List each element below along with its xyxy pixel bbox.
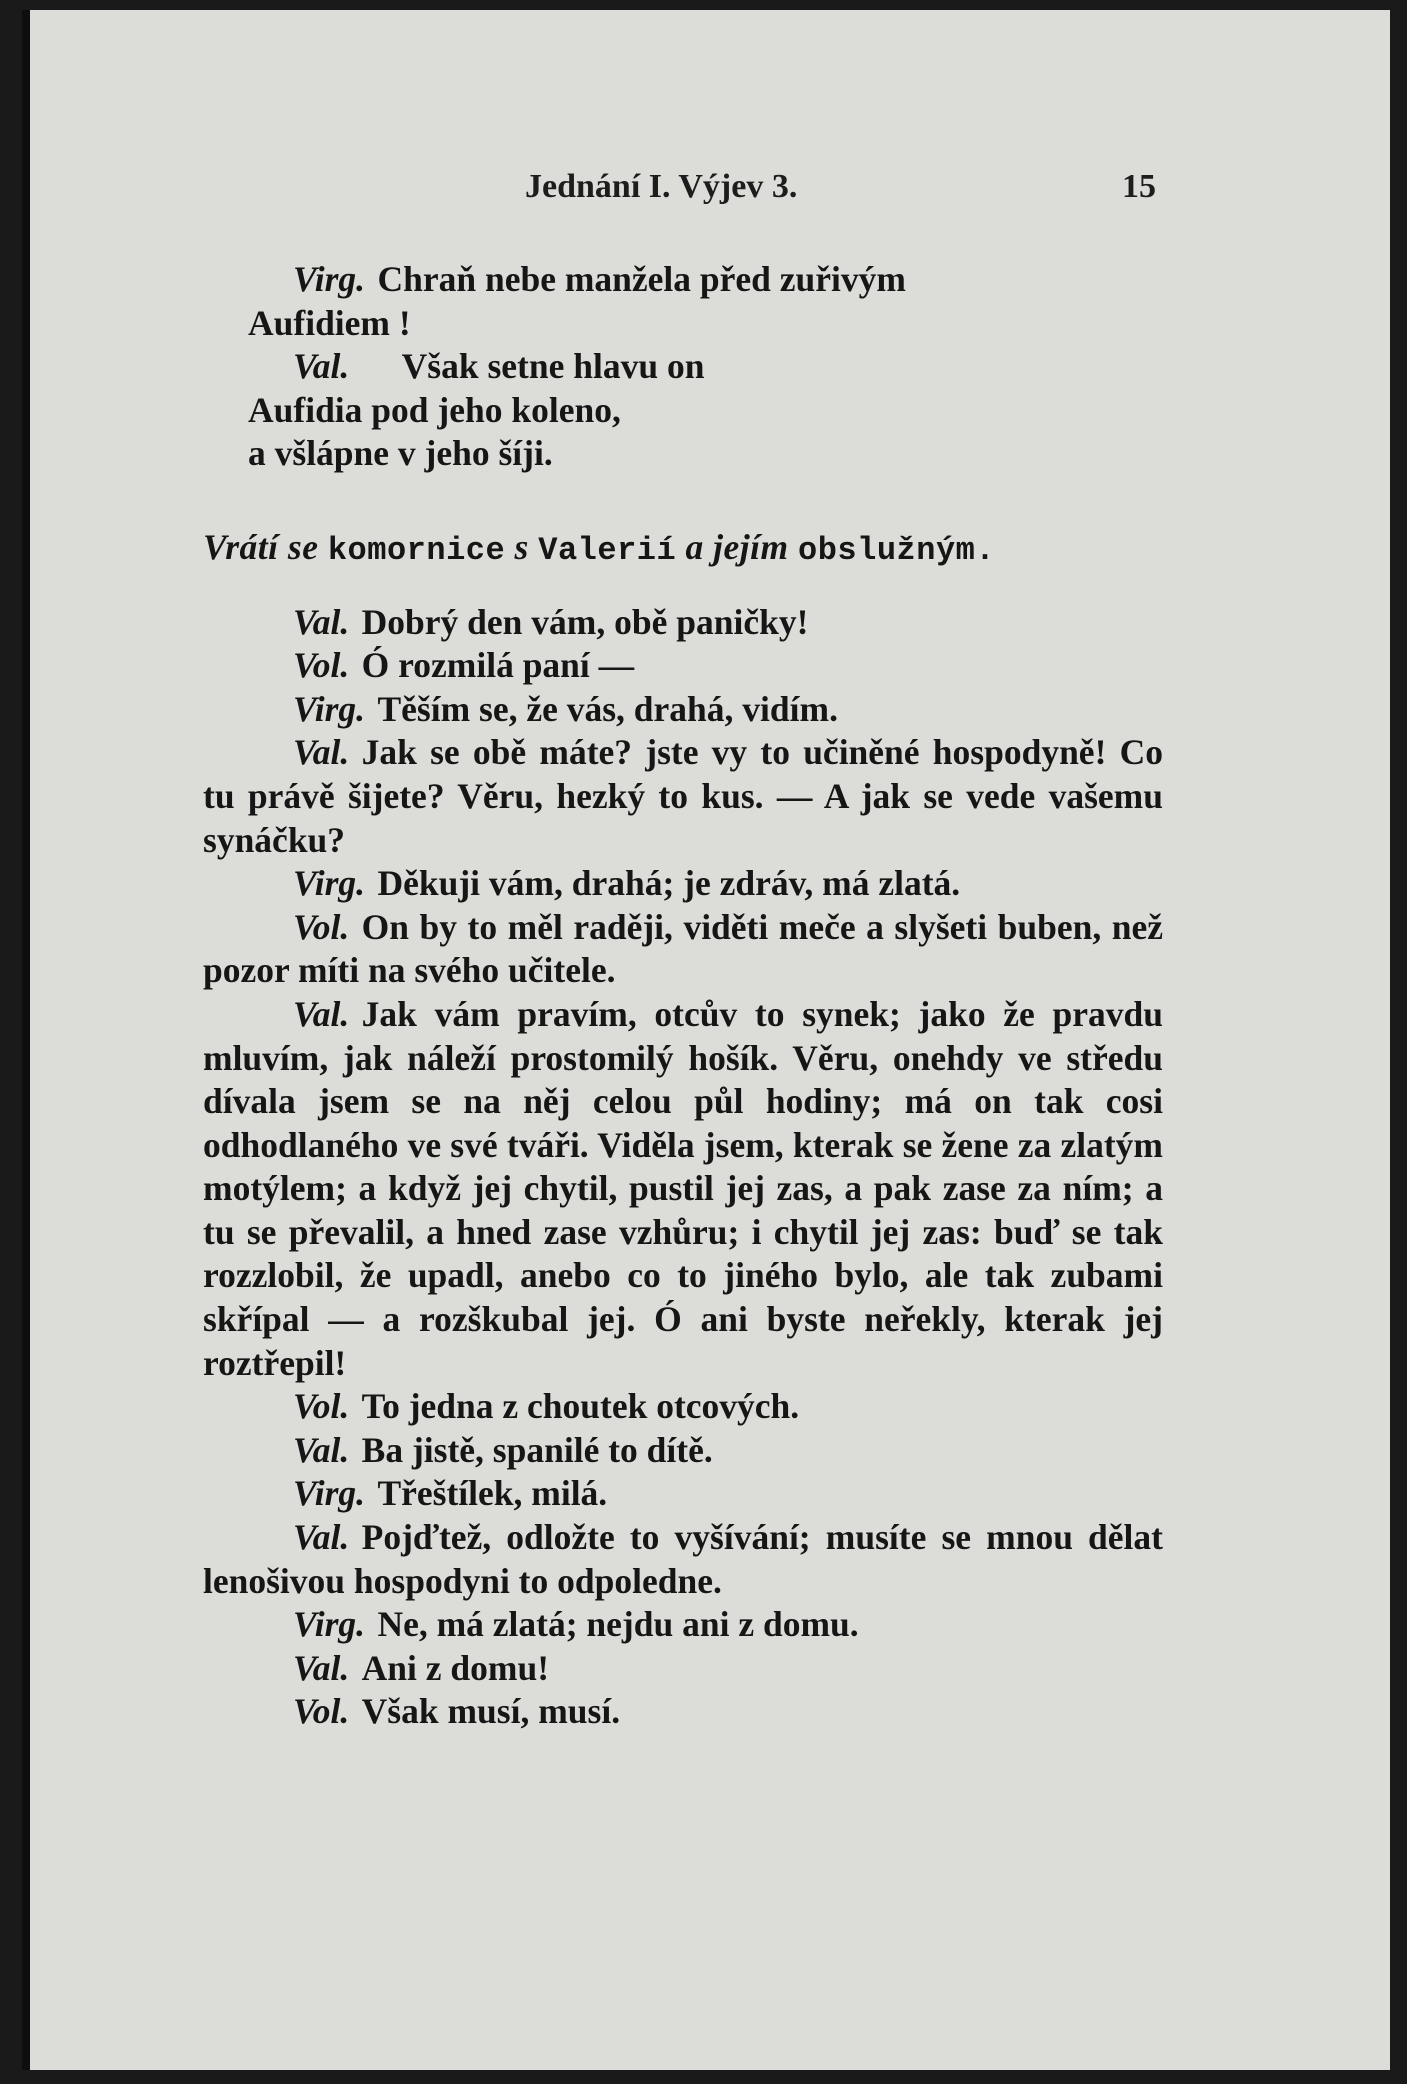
verse-line: Aufidia pod jeho koleno, bbox=[248, 389, 621, 430]
speech-paragraph: Virg. Děkuji vám, drahá; je zdráv, má zlatá. bbox=[293, 863, 961, 904]
page-number: 15 bbox=[1122, 168, 1156, 205]
book-page bbox=[22, 10, 1390, 2070]
speech-text: Chraň nebe manžela před zuřivým bbox=[377, 259, 906, 299]
verse-line: a všlápne v jeho šíji. bbox=[248, 433, 553, 474]
speech-paragraph: Vol. Však musí, musí. bbox=[293, 1691, 621, 1732]
speech-paragraph: Vol. Ó rozmilá paní — bbox=[293, 645, 635, 686]
verse-line bbox=[203, 258, 1163, 302]
speech-paragraph: Val. Jak vám pravím, otcův to synek; jako že pravdu mluvím, jak náleží prostomilý hošík. Věru, onehdy ve středu dívala jsem se na něj celou půl hodiny; má on tak cosi odhodlaného ve své tváři. Viděla jsem, kterak se žene za zlatým motýlem; a když jej chytil, pustil jej zas, a pak zase za ním; a tu se převalil, a hned zase vzhůru; i chytil jej zas: buď se tak rozzlobil, že upadl, anebo co to jiného bylo, ale tak zubami skřípal — a rozškubal jej. Ó ani byste neřekly, kterak jej roztřepil! bbox=[203, 993, 1163, 1383]
spacer bbox=[203, 573, 1163, 601]
speech-paragraph: Virg. Těším se, že vás, drahá, vidím. bbox=[293, 688, 838, 729]
stage-direction: Vrátí se komornice s Valerií a jejím obslužným. bbox=[203, 526, 996, 569]
speech-paragraph: Vol. To jedna z choutek otcových. bbox=[293, 1386, 800, 1427]
speech-paragraph: Virg. Ne, má zlatá; nejdu ani z domu. bbox=[293, 1604, 859, 1645]
page-header bbox=[30, 168, 1390, 210]
speech-paragraph: Virg. Třeštílek, milá. bbox=[293, 1473, 608, 1514]
verse-line: Aufidiem ! bbox=[248, 302, 411, 343]
speech-paragraph: Val. Ani z domu! bbox=[293, 1647, 550, 1688]
running-title: Jednání I. Výjev 3. bbox=[525, 168, 798, 205]
speaker-name: Virg. bbox=[293, 259, 366, 299]
speech-paragraph: Val. Pojďtež, odložte to vyšívání; musíte se mnou dělat lenošivou hospodyni to odpoledne. bbox=[203, 1517, 1163, 1601]
speech-paragraph: Vol. On by to měl raději, viděti meče a slyšeti buben, než pozor míti na svého učitele. bbox=[203, 906, 1163, 991]
page-text bbox=[203, 258, 1163, 1734]
speech-paragraph: Val. Jak se obě máte? jste vy to učiněné hospodyně! Co tu právě šijete? Věru, hezký to kus. — A jak se vede vašemu synáčku? bbox=[203, 732, 1163, 860]
verse-line bbox=[203, 345, 1163, 389]
speech-paragraph: Val. Dobrý den vám, obě paničky! bbox=[293, 601, 809, 642]
speech-text: Však setne hlavu on bbox=[401, 346, 705, 387]
spacer bbox=[203, 476, 1163, 526]
speech-paragraph: Val. Ba jistě, spanilé to dítě. bbox=[293, 1429, 713, 1470]
speaker-name: Val. bbox=[293, 346, 350, 387]
dialogue bbox=[203, 601, 1163, 1734]
